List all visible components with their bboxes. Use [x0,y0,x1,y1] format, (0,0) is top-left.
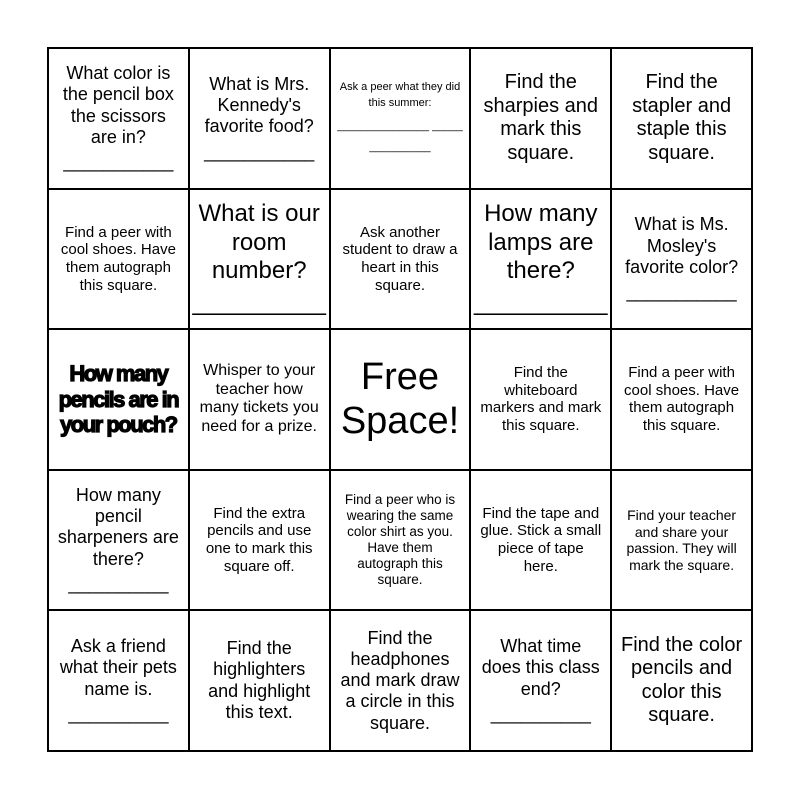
cell-text: Find the tape and glue. Stick a small piece of tape here. [480,504,602,575]
bingo-cell[interactable] [189,610,330,751]
bingo-cell[interactable] [470,48,611,189]
bingo-cell[interactable] [48,329,189,470]
cell-text: Find the whiteboard markers and mark this square. [480,364,602,435]
cell-text: Find the color pencils and color this square. [621,633,743,727]
answer-blank: __________ [68,703,169,724]
cell-text: What color is the pencil box the scissors are in? [62,63,174,147]
bingo-cell[interactable] [470,610,611,751]
answer-blank: __________ [68,573,169,594]
bingo-cell[interactable] [330,48,471,189]
bingo-cell[interactable] [189,189,330,330]
bingo-board [47,47,753,752]
bingo-cell[interactable] [470,189,611,330]
cell-text: Find a peer who is wearing the same color shirt as you. Have them autograph this square. [344,492,456,587]
cell-text: What is our room number? [198,200,320,284]
bingo-cell[interactable] [189,329,330,470]
free-space-cell[interactable] [330,329,471,470]
answer-blank: __________ [474,289,608,317]
cell-text: How many pencil sharpeners are there? [57,485,179,569]
bingo-cell[interactable] [48,470,189,611]
cell-text: Find the stapler and staple this square. [632,71,732,164]
bingo-cell[interactable] [611,189,752,330]
bingo-cell[interactable] [330,470,471,611]
cell-text: Find your teacher and share your passion. They will mark the square. [626,507,737,573]
bingo-cell[interactable] [330,610,471,751]
bingo-cell[interactable] [611,329,752,470]
bingo-cell[interactable] [611,610,752,751]
answer-blank: ___________ [626,282,737,303]
cell-text: Find the highlighters and highlight this text. [208,638,311,722]
cell-text: Find a peer with cool shoes. Have them autograph this square. [60,223,176,294]
bingo-cell[interactable] [189,48,330,189]
answer-blank: __________ [490,703,591,724]
cell-text: How many pencils are in your pouch? [58,360,179,438]
bingo-cell[interactable] [330,189,471,330]
bingo-cell[interactable] [48,189,189,330]
cell-text: Ask a peer what they did this summer: [339,80,461,110]
bingo-cell[interactable] [48,48,189,189]
cell-text: Find a peer with cool shoes. Have them autograph this square. [624,364,740,435]
cell-text: Find the headphones and mark draw a circle in this square. [340,627,460,733]
answer-blank: _______________ _______________ [337,119,463,153]
cell-text: How many lamps are there? [484,200,598,284]
bingo-cell[interactable] [189,470,330,611]
bingo-cell[interactable] [470,470,611,611]
free-space-text: Free Space! [340,355,460,443]
answer-blank: __________ [192,289,326,317]
answer-blank: ___________ [63,152,174,173]
answer-blank: ___________ [204,141,315,162]
cell-text: Ask another student to draw a heart in this square. [342,223,458,294]
cell-text: What time does this class end? [481,636,600,699]
bingo-cell[interactable] [611,48,752,189]
bingo-cell[interactable] [48,610,189,751]
cell-text: Whisper to your teacher how many tickets you need for a prize. [199,361,319,436]
cell-text: Find the sharpies and mark this square. [483,71,599,164]
cell-text: Find the extra pencils and use one to mark this square off. [205,504,313,575]
cell-text: Ask a friend what their pets name is. [59,636,177,699]
bingo-cell[interactable] [611,470,752,611]
cell-text: What is Ms. Mosley's favorite color? [625,214,739,277]
bingo-cell[interactable] [470,329,611,470]
cell-text: What is Mrs. Kennedy's favorite food? [204,73,314,137]
